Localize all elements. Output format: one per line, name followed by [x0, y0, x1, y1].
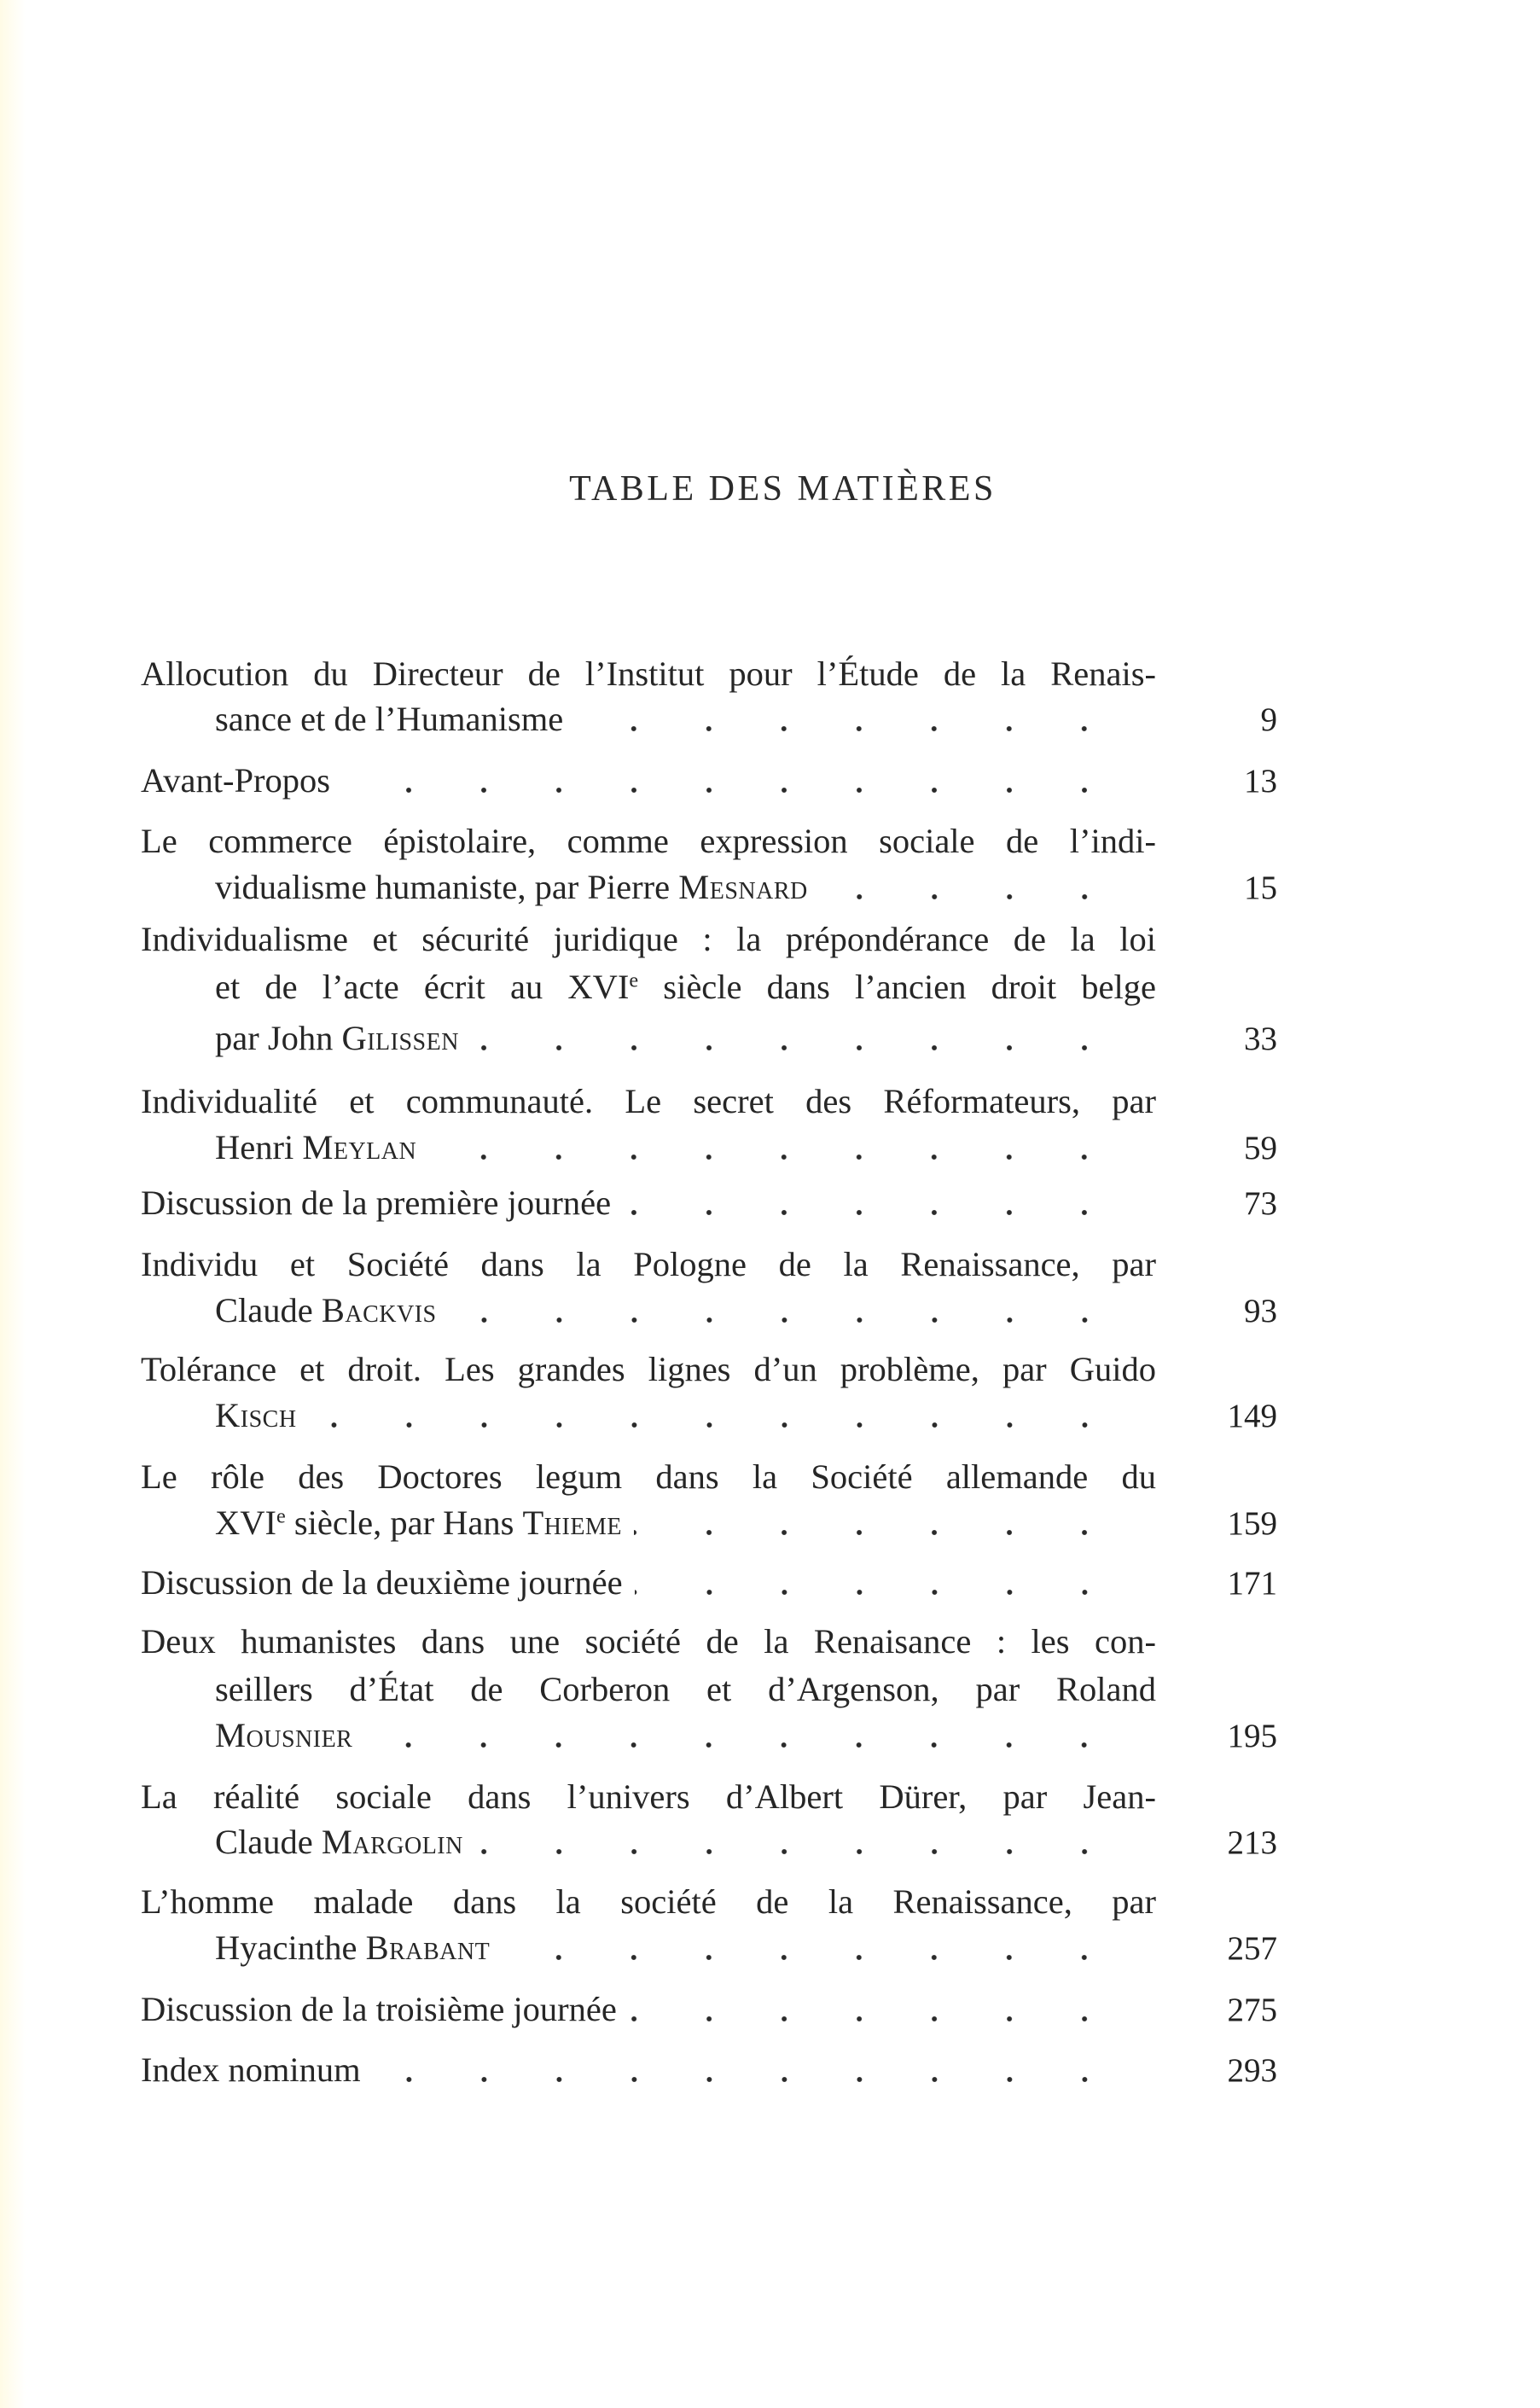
author-name: Kisch	[215, 1396, 297, 1434]
toc-entry-line	[141, 1879, 1277, 1925]
page-number: 93	[1244, 1293, 1277, 1329]
toc-entry[interactable]	[141, 1180, 1277, 1226]
toc-entry-line	[141, 1079, 1277, 1125]
entry-title-text: vidualisme humaniste, par Pierre Mesnard	[215, 868, 808, 906]
dot-leader	[634, 1500, 1156, 1546]
page-number: 195	[1227, 1718, 1277, 1754]
entry-title-text: Claude Margolin	[215, 1823, 463, 1861]
page-number: 73	[1244, 1185, 1277, 1222]
dot-leader	[309, 1393, 1156, 1439]
page-number: 213	[1227, 1824, 1277, 1861]
toc-entry[interactable]	[141, 758, 1277, 804]
toc-entry[interactable]	[141, 1560, 1277, 1606]
toc-entry-line	[141, 651, 1277, 697]
page-number: 275	[1227, 1992, 1277, 2028]
toc-entry[interactable]	[215, 1925, 1277, 1971]
entry-title-text: par John Gilissen	[215, 1019, 459, 1057]
author-name: Thieme	[522, 1504, 622, 1542]
dot-leader	[502, 1925, 1156, 1971]
dot-leader	[820, 864, 1156, 910]
toc-entry[interactable]	[215, 1393, 1277, 1439]
toc-entry-line	[215, 964, 1277, 1010]
dot-leader	[373, 2047, 1156, 2093]
entry-title-text: Discussion de la deuxième journée	[141, 1563, 623, 1602]
entry-title-text	[215, 1393, 297, 1439]
page-number: 293	[1227, 2052, 1277, 2089]
dot-leader	[449, 1288, 1156, 1334]
dot-leader	[635, 1560, 1156, 1606]
entry-title-text: seillers d’État de Corberon et d’Argenson, par Roland	[215, 1670, 1156, 1708]
dot-leader	[428, 1125, 1156, 1171]
toc-entry-line	[141, 1347, 1277, 1393]
entry-title-text: et de l’acte écrit au XVIe siècle dans l’ancien droit belge	[215, 968, 1156, 1006]
entry-title-text: Claude Backvis	[215, 1291, 437, 1329]
toc-entry[interactable]	[215, 1125, 1277, 1171]
entry-title-text: Allocution du Directeur de l’Institut pour l’Étude de la Renais-	[141, 654, 1156, 693]
dot-leader	[475, 1819, 1156, 1865]
entry-title-text: Individu et Société dans la Pologne de la Renaissance, par	[141, 1245, 1156, 1283]
page-number: 33	[1244, 1021, 1277, 1057]
entry-title-text: L’homme malade dans la société de la Renaissance, par	[141, 1882, 1156, 1921]
dot-leader	[342, 758, 1156, 804]
toc-entry[interactable]	[215, 864, 1277, 910]
entry-title-text: Le commerce épistolaire, comme expression sociale de l’indi-	[141, 822, 1156, 860]
entry-title-text	[215, 1713, 352, 1759]
dot-leader	[364, 1713, 1156, 1759]
page-number: 171	[1227, 1565, 1277, 1602]
toc-entry-line	[141, 916, 1277, 963]
dot-leader	[629, 1986, 1156, 2033]
dot-leader	[471, 1015, 1156, 1061]
entry-title-text: Avant-Propos	[141, 761, 330, 800]
page-number: 13	[1244, 763, 1277, 800]
entry-title-text: Henri Meylan	[215, 1128, 417, 1166]
author-name: Meylan	[302, 1128, 417, 1166]
toc-entry-line	[141, 1454, 1277, 1500]
toc-entry[interactable]	[141, 1986, 1277, 2033]
page-number: 149	[1227, 1398, 1277, 1434]
entry-title-text: Hyacinthe Brabant	[215, 1928, 491, 1967]
toc-entry-line	[141, 1619, 1277, 1665]
entry-title-text: Tolérance et droit. Les grandes lignes d’un problème, par Guido	[141, 1350, 1156, 1388]
toc-entry[interactable]	[141, 2047, 1277, 2093]
page-number: 9	[1260, 701, 1277, 738]
entry-title-text: Index nominum	[141, 2050, 361, 2089]
page-number: 59	[1244, 1130, 1277, 1166]
page-title: TABLE DES MATIÈRES	[569, 469, 997, 509]
toc-entry[interactable]	[215, 1500, 1277, 1546]
page-number: 257	[1227, 1930, 1277, 1967]
author-name: Brabant	[365, 1928, 491, 1967]
dot-leader	[575, 696, 1156, 742]
toc-entry-line	[141, 1242, 1277, 1288]
entry-title-text: sance et de l’Humanisme	[215, 700, 564, 738]
entry-title-text: Discussion de la troisième journée	[141, 1990, 617, 2028]
author-name: Mousnier	[215, 1716, 353, 1754]
entry-title-text: Le rôle des Doctores legum dans la Société allemande du	[141, 1457, 1156, 1496]
entry-title-text: XVIe siècle, par Hans Thieme	[215, 1504, 622, 1542]
author-name: Backvis	[321, 1291, 437, 1329]
entry-title-text: Discussion de la première journée	[141, 1184, 612, 1222]
page-number: 159	[1227, 1505, 1277, 1542]
toc-entry[interactable]	[215, 696, 1277, 742]
author-name: Gilissen	[341, 1019, 459, 1057]
toc-entry-line	[141, 1774, 1277, 1820]
toc-entry[interactable]	[215, 1819, 1277, 1865]
entry-title-text: Individualité et communauté. Le secret des Réformateurs, par	[141, 1082, 1156, 1120]
page-number: 15	[1244, 870, 1277, 906]
entry-title-text: Individualisme et sécurité juridique : la prépondérance de la loi	[141, 920, 1156, 958]
toc-entry-line	[215, 1666, 1277, 1713]
entry-title-text: La réalité sociale dans l’univers d’Albert Dürer, par Jean-	[141, 1777, 1156, 1816]
toc-entry[interactable]	[215, 1288, 1277, 1334]
toc-entry[interactable]	[215, 1015, 1277, 1061]
entry-title-text: Deux humanistes dans une société de la Renaisance : les con-	[141, 1622, 1156, 1661]
dot-leader	[623, 1180, 1156, 1226]
toc-entry-line	[141, 818, 1277, 864]
toc-entry[interactable]	[215, 1713, 1277, 1759]
author-name: Mesnard	[678, 868, 808, 906]
author-name: Margolin	[321, 1823, 463, 1861]
